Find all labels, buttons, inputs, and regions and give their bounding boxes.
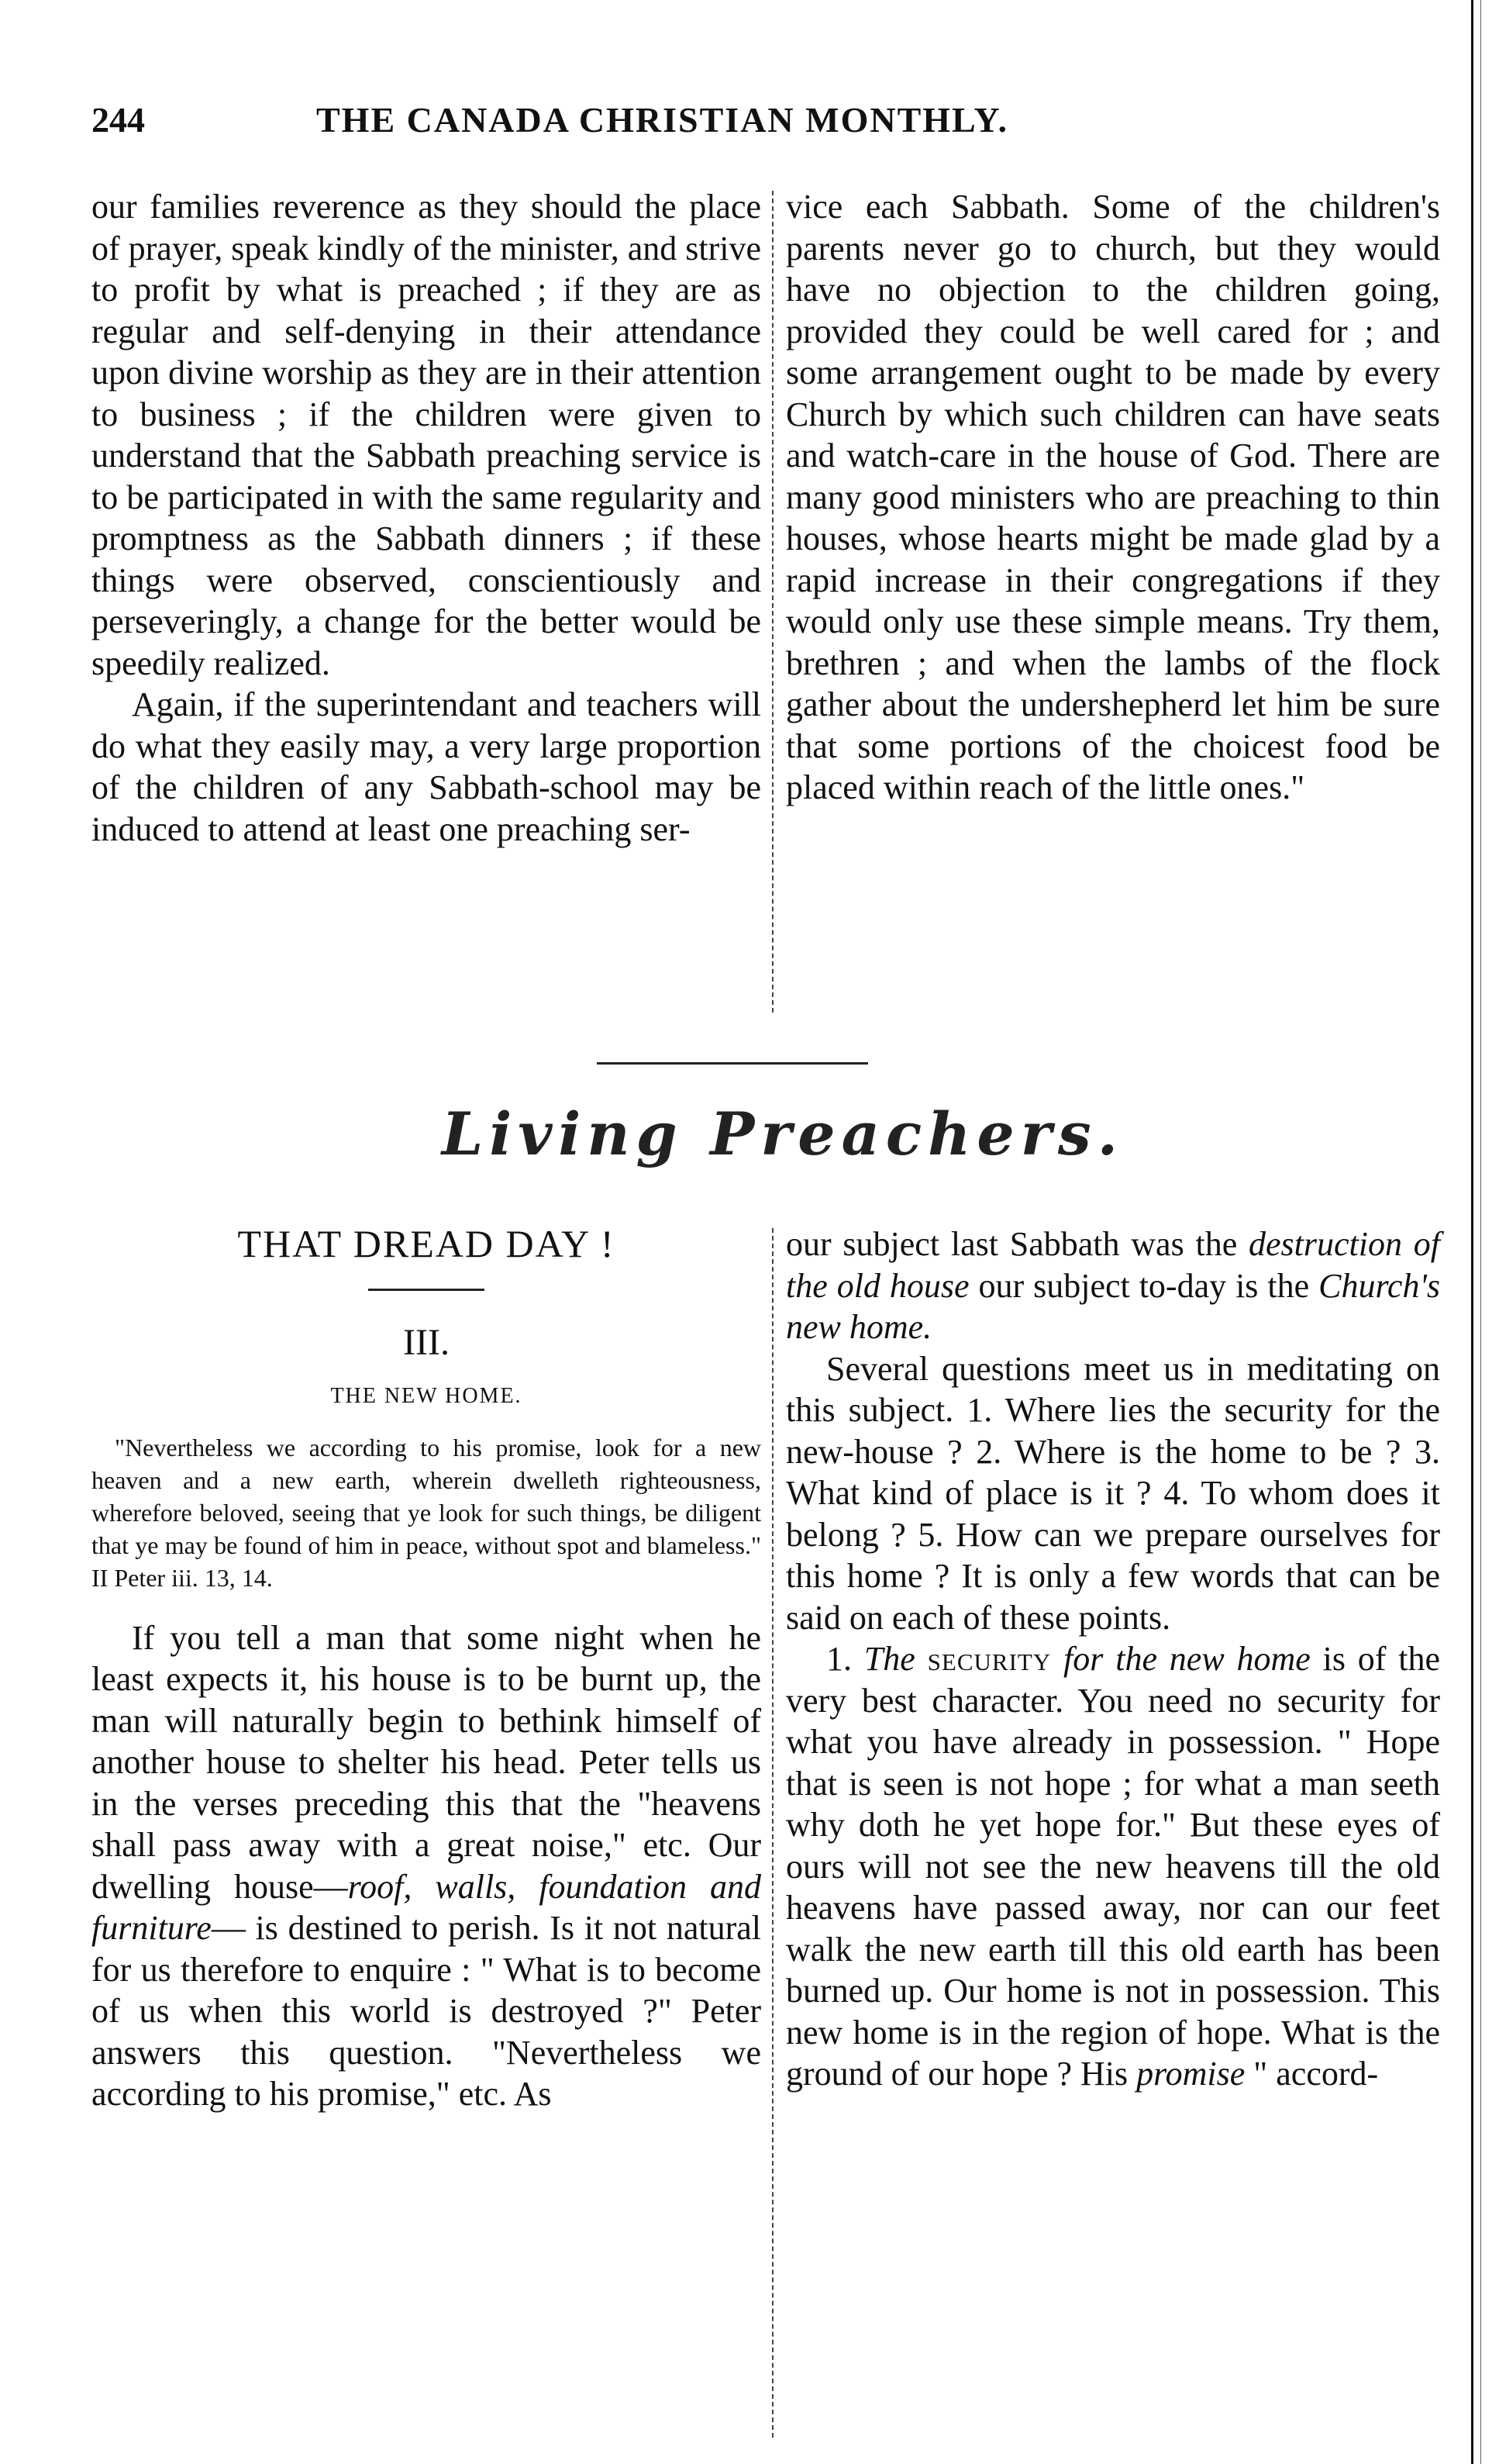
page-edge-line xyxy=(1471,0,1473,2464)
article-right-3-rest-a: is of the very best character. You need no security for what you have already in possession. " Hope that is seen is not hope ; for what a man seeth why doth he yet hope for." But these eyes of ours will not see the new heavens till the old heavens have passed away, nor can our feet walk the new earth till this old earth has been burned up. Our home is not in possession. This new home is in the region of hope. What is the ground of our hope ? His xyxy=(786,1640,1441,2093)
epigraph xyxy=(91,1431,761,1594)
top-left-paragraph-1: our families reverence as they should the place of prayer, speak kindly of the minister, and strive to profit by what is preached ; if they are as regular and self-denying in their attendance upon divine worship as they are in their attention to business ; if the children were given to understand that the Sabbath preaching service is to be participated in with the same regularity and promptness as the Sabbath dinners ; if these things were observed, conscientiously and perseveringly, a change for the better would be speedily realized. xyxy=(91,188,762,682)
epigraph-text: "Nevertheless we according to his promise, look for a new heaven and a new earth, wherein dwelleth righteousness, wherefore beloved, seeing that ye look for such things, be diligent that ye may be found of him in peace, without spot and blameless." II Peter iii. 13, 14. xyxy=(91,1433,761,1592)
top-left-column xyxy=(91,186,761,850)
article-left-text-c: — is destined to perish. Is it not natural for us therefore to enquire : " What is to become of us when this world is destroyed ?" Peter answers this question. "Nevertheless we according to his promise," etc. As xyxy=(91,1909,761,2113)
article-right-3-num: 1. xyxy=(826,1640,864,1678)
title-rule xyxy=(368,1289,484,1291)
article-left-paragraph xyxy=(91,1617,761,2115)
page-number: 244 xyxy=(91,100,145,140)
article-right-1d: Church's new home. xyxy=(786,1266,1440,1346)
top-left-paragraph-2: Again, if the superintendant and teachers will do what they easily may, a very large proportion of the children of any Sabbath-school may be induced to attend at least one preaching ser- xyxy=(91,685,761,848)
article-right-paragraph-3 xyxy=(786,1638,1440,2095)
journal-title: THE CANADA CHRISTIAN MONTHLY. xyxy=(316,100,1008,140)
article-right-column xyxy=(786,1223,1440,2095)
article-right-1b: destruction of the old house xyxy=(786,1225,1440,1305)
article-part-numeral: III. xyxy=(403,1321,450,1363)
article-left-text-a: If you tell a man that some night when he least expects it, his house is to be burnt up, the man will naturally begin to bethink himself of another house to shelter his head. Peter tells us in the verses preceding this that the "heavens shall pass away with a great noise," etc. Our dwelling house— xyxy=(91,1618,761,1906)
column-divider-top xyxy=(772,191,774,1013)
article-right-1c: our subject to-day is the xyxy=(969,1266,1319,1305)
article-right-3-rest-b: " accord- xyxy=(1245,2055,1379,2093)
article-right-3-the: The xyxy=(863,1640,928,1678)
article-right-paragraph-1 xyxy=(786,1223,1440,1348)
running-head xyxy=(91,99,1440,154)
section-rule xyxy=(597,1062,868,1065)
top-right-paragraph-1: vice each Sabbath. Some of the children's parents never go to church, but they would have no objection to the children going, provided they could be well cared for ; and some arrangement ought to be made by every Church by which such children can have seats and watch-care in the house of God. There are many good ministers who are preaching to thin houses, whose hearts might be made glad by a rapid increase in their congregations if they would only use these simple means. Try them, brethren ; and when the lambs of the flock gather about the undershepherd let him be sure that some portions of the choicest food be placed within reach of the little ones." xyxy=(786,188,1440,806)
article-right-3-security: security xyxy=(927,1640,1052,1678)
article-right-paragraph-2: Several questions meet us in meditating on this subject. 1. Where lies the security for the new-house ? 2. Where is the home to be ? 3. What kind of place is it ? 4. To whom does it belong ? 5. How can we prepare ourselves for this home ? It is only a few words that can be said on each of these points. xyxy=(786,1349,1440,1637)
page-edge-line-inner xyxy=(1480,0,1481,2464)
article-title: THAT DREAD DAY ! xyxy=(237,1222,615,1265)
article-left-column xyxy=(91,1223,761,2115)
article-left-italic: roof, walls, foundation and furniture xyxy=(91,1867,761,1947)
article-subtitle: THE NEW HOME. xyxy=(330,1384,522,1408)
article-right-3-for: for the new home xyxy=(1051,1640,1311,1678)
section-heading: Living Preachers. xyxy=(441,1099,1125,1168)
column-divider-bottom xyxy=(772,1228,774,2438)
top-right-column xyxy=(786,186,1440,809)
article-right-1a: our subject last Sabbath was the xyxy=(786,1225,1249,1263)
article-right-3-promise: promise xyxy=(1136,2055,1246,2093)
